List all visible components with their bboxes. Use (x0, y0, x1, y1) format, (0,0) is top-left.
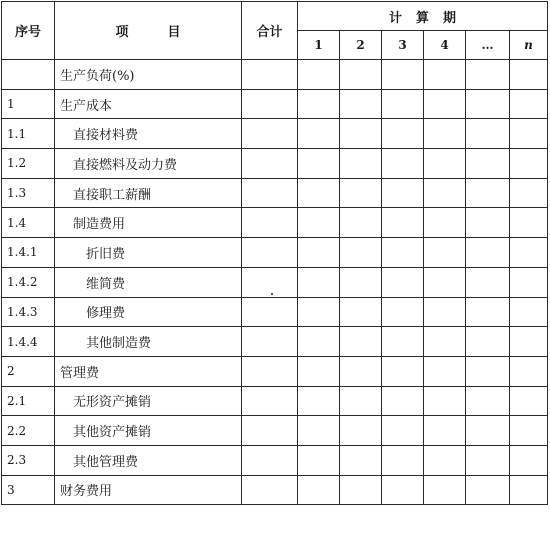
row-total-cell (242, 386, 298, 416)
row-period-cell (340, 238, 382, 268)
row-seq: 1.4.4 (2, 327, 55, 357)
row-total-cell (242, 267, 298, 297)
row-seq (2, 60, 55, 90)
row-period-cell (466, 297, 510, 327)
row-period-cell (510, 416, 548, 446)
row-seq: 1.3 (2, 178, 55, 208)
row-item: 生产成本 (55, 89, 242, 119)
row-period-cell (340, 297, 382, 327)
row-period-cell (510, 178, 548, 208)
row-period-cell (340, 386, 382, 416)
row-total-cell (242, 178, 298, 208)
table-row (2, 267, 548, 297)
row-item: 维简费 (55, 267, 242, 297)
row-period-cell (298, 416, 340, 446)
row-period-cell (382, 445, 424, 475)
row-period-cell (510, 89, 548, 119)
row-period-cell (298, 297, 340, 327)
scan-speck (271, 293, 273, 295)
table-row (2, 356, 548, 386)
row-period-cell (382, 89, 424, 119)
row-period-cell (424, 178, 466, 208)
row-period-cell (340, 119, 382, 149)
row-period-cell (424, 238, 466, 268)
row-period-cell (340, 60, 382, 90)
period-col-4: 4 (424, 31, 466, 60)
row-period-cell (340, 327, 382, 357)
row-period-cell (466, 89, 510, 119)
header-item-char-1: 项 (115, 25, 129, 40)
table-row (2, 119, 548, 149)
row-item: 其他制造费 (55, 327, 242, 357)
row-period-cell (340, 445, 382, 475)
row-period-cell (298, 475, 340, 505)
row-period-cell (424, 356, 466, 386)
row-item: 修理费 (55, 297, 242, 327)
row-seq: 2 (2, 356, 55, 386)
row-seq: 1.4 (2, 208, 55, 238)
row-period-cell (298, 178, 340, 208)
row-period-cell (510, 445, 548, 475)
row-total-cell (242, 297, 298, 327)
row-period-cell (382, 297, 424, 327)
row-period-cell (424, 297, 466, 327)
row-item: 其他管理费 (55, 445, 242, 475)
row-period-cell (466, 386, 510, 416)
row-period-cell (466, 178, 510, 208)
row-period-cell (382, 208, 424, 238)
row-seq: 1.4.1 (2, 238, 55, 268)
row-period-cell (510, 356, 548, 386)
row-period-cell (466, 267, 510, 297)
row-seq: 2.1 (2, 386, 55, 416)
header-seq: 序号 (2, 2, 55, 60)
row-item: 制造费用 (55, 208, 242, 238)
row-period-cell (382, 386, 424, 416)
row-period-cell (424, 386, 466, 416)
row-period-cell (510, 297, 548, 327)
period-col-n: n (510, 31, 548, 60)
row-period-cell (382, 178, 424, 208)
row-period-cell (424, 208, 466, 238)
row-total-cell (242, 238, 298, 268)
row-seq: 2.2 (2, 416, 55, 446)
row-period-cell (510, 208, 548, 238)
row-period-cell (466, 327, 510, 357)
table-row (2, 238, 548, 268)
cost-table (1, 1, 548, 505)
row-total-cell (242, 416, 298, 446)
row-seq: 1.1 (2, 119, 55, 149)
row-period-cell (382, 149, 424, 179)
row-period-cell (382, 119, 424, 149)
row-period-cell (298, 89, 340, 119)
row-period-cell (424, 119, 466, 149)
table-row (2, 445, 548, 475)
row-period-cell (340, 475, 382, 505)
row-total-cell (242, 356, 298, 386)
row-period-cell (340, 267, 382, 297)
row-seq: 2.3 (2, 445, 55, 475)
row-period-cell (382, 238, 424, 268)
row-period-cell (424, 267, 466, 297)
table-row (2, 178, 548, 208)
row-period-cell (424, 416, 466, 446)
row-period-cell (510, 238, 548, 268)
row-period-cell (424, 60, 466, 90)
row-period-cell (298, 60, 340, 90)
period-col-1: 1 (298, 31, 340, 60)
row-period-cell (466, 119, 510, 149)
row-period-cell (340, 149, 382, 179)
row-period-cell (298, 119, 340, 149)
table-row (2, 416, 548, 446)
row-item: 直接职工薪酬 (55, 178, 242, 208)
row-period-cell (298, 149, 340, 179)
row-period-cell (424, 89, 466, 119)
header-total: 合计 (242, 2, 298, 60)
row-item: 生产负荷(%) (55, 60, 242, 90)
row-period-cell (340, 416, 382, 446)
row-period-cell (340, 89, 382, 119)
table-row (2, 60, 548, 90)
row-period-cell (466, 445, 510, 475)
row-period-cell (340, 178, 382, 208)
row-period-cell (298, 267, 340, 297)
row-period-cell (510, 475, 548, 505)
row-period-cell (298, 327, 340, 357)
row-period-cell (510, 267, 548, 297)
row-period-cell (298, 238, 340, 268)
row-period-cell (340, 356, 382, 386)
row-period-cell (466, 149, 510, 179)
period-col-ellipsis: … (466, 31, 510, 60)
row-total-cell (242, 208, 298, 238)
table-row (2, 208, 548, 238)
row-period-cell (510, 60, 548, 90)
period-col-3: 3 (382, 31, 424, 60)
table-row (2, 89, 548, 119)
row-period-cell (510, 327, 548, 357)
row-total-cell (242, 475, 298, 505)
row-period-cell (340, 208, 382, 238)
row-period-cell (424, 445, 466, 475)
row-item: 直接材料费 (55, 119, 242, 149)
table-row (2, 386, 548, 416)
row-total-cell (242, 327, 298, 357)
row-period-cell (298, 386, 340, 416)
row-period-cell (466, 416, 510, 446)
row-item: 无形资产摊销 (55, 386, 242, 416)
row-period-cell (510, 119, 548, 149)
row-period-cell (466, 356, 510, 386)
row-period-cell (382, 327, 424, 357)
row-seq: 3 (2, 475, 55, 505)
header-item-char-2: 目 (167, 25, 181, 40)
row-period-cell (424, 327, 466, 357)
row-total-cell (242, 89, 298, 119)
table-row (2, 297, 548, 327)
row-period-cell (382, 356, 424, 386)
row-total-cell (242, 445, 298, 475)
row-item: 财务费用 (55, 475, 242, 505)
row-period-cell (510, 386, 548, 416)
row-item: 管理费 (55, 356, 242, 386)
table-body (2, 60, 548, 505)
row-total-cell (242, 119, 298, 149)
table-row (2, 327, 548, 357)
row-period-cell (382, 267, 424, 297)
period-col-2: 2 (340, 31, 382, 60)
row-period-cell (424, 149, 466, 179)
row-period-cell (466, 475, 510, 505)
row-period-cell (510, 149, 548, 179)
row-seq: 1 (2, 89, 55, 119)
row-seq: 1.2 (2, 149, 55, 179)
row-item: 直接燃料及动力费 (55, 149, 242, 179)
row-period-cell (298, 356, 340, 386)
row-period-cell (466, 208, 510, 238)
header-item (55, 2, 242, 60)
row-period-cell (298, 208, 340, 238)
row-item: 折旧费 (55, 238, 242, 268)
table-row (2, 149, 548, 179)
table-header (2, 2, 548, 60)
row-item: 其他资产摊销 (55, 416, 242, 446)
table-row (2, 475, 548, 505)
row-period-cell (466, 238, 510, 268)
row-period-cell (466, 60, 510, 90)
row-period-cell (298, 445, 340, 475)
header-period: 计算期 (298, 2, 548, 31)
row-seq: 1.4.2 (2, 267, 55, 297)
row-period-cell (382, 416, 424, 446)
row-seq: 1.4.3 (2, 297, 55, 327)
row-total-cell (242, 60, 298, 90)
row-period-cell (382, 60, 424, 90)
row-period-cell (424, 475, 466, 505)
row-period-cell (382, 475, 424, 505)
row-total-cell (242, 149, 298, 179)
